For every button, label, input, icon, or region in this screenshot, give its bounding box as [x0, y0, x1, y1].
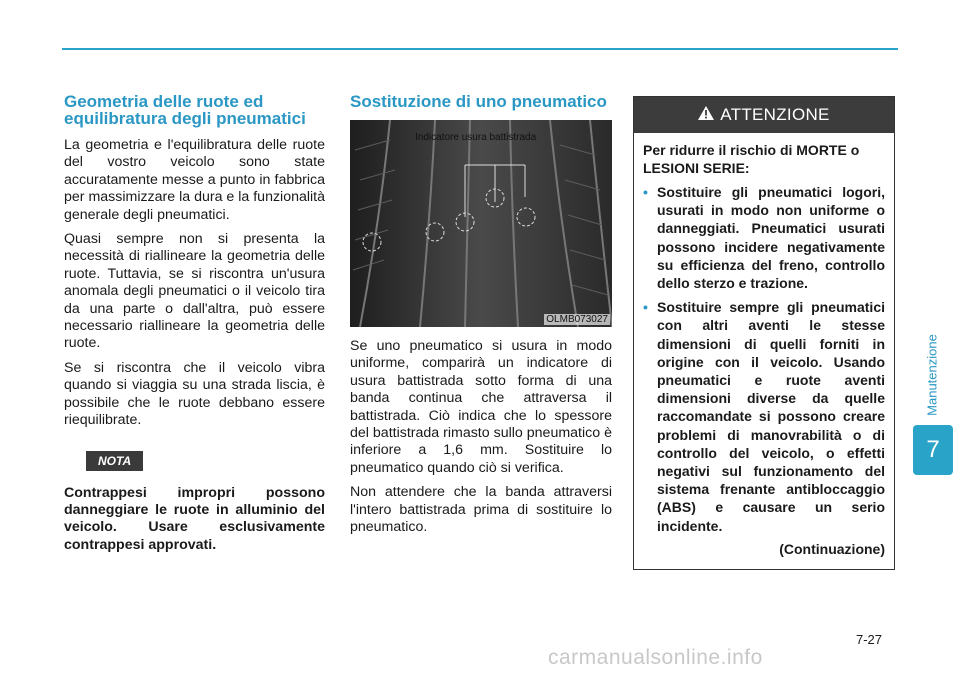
tire-tread-image — [350, 120, 612, 327]
tire-tread-illustration — [350, 120, 612, 327]
bullet-icon: • — [643, 299, 648, 316]
top-rule — [62, 48, 898, 50]
warning-intro: Per ridurre il rischio di MORTE o LESIONI SERIE: — [643, 142, 860, 176]
left-column — [64, 93, 325, 561]
page-number: 7-27 — [856, 632, 883, 647]
section-heading-tire-replacement: Sostituzione di uno pneumatico — [350, 92, 607, 111]
warning-body — [634, 133, 894, 557]
tire-image-label: Indicatore usura battistrada — [415, 132, 537, 143]
warning-item-text: Sostituire sempre gli pneumatici con altri aventi le stesse dimensioni di quelli forniti in origine con il veicolo. Usando pneumatici e ruote aventi dimensioni diverse da quelle raccomandate si possono creare problemi di manovrabilità o di controllo del veicolo, o effetti negativi sul funzionamento del sistema frenante antibloccaggio (ABS) e causare un serio incidente. — [657, 299, 885, 534]
middle-column — [350, 93, 612, 543]
warning-item — [643, 298, 885, 535]
watermark: carmanualsonline.info — [548, 646, 763, 669]
paragraph: Quasi sempre non si presenta la necessità di riallineare la geometria delle ruote. Tuttavia, se si riscontra un'usura anomala degli pneumatici o il veicolo tira da una parte o dall'altra, può essere necessario riallineare la geometria delle ruote. — [64, 231, 325, 352]
warning-item-text: Sostituire gli pneumatici logori, usurati in modo non uniforme o danneggiati. Pneumatici usurati possono incidere negativamente su efficienza del freno, controllo dello sterzo e trazione. — [657, 184, 885, 292]
paragraph: Non attendere che la banda attraversi l'intero battistrada prima di sostituire lo pneumatico. — [350, 484, 612, 536]
warning-item — [643, 183, 885, 292]
paragraph: Se si riscontra che il veicolo vibra quando si viaggia su una strada liscia, è possibile che le ruote debbano essere riequilibrate. — [64, 359, 325, 429]
nota-badge: NOTA — [86, 451, 143, 471]
nota-text: Contrappesi impropri possono danneggiare le ruote in alluminio del veicolo. Usare esclusivamente contrappesi approvati. — [64, 484, 325, 553]
warning-icon — [698, 105, 714, 125]
warning-box — [633, 96, 895, 570]
warning-header — [634, 97, 894, 133]
bullet-icon: • — [643, 184, 648, 200]
section-side-label-text: Manutenzione — [924, 334, 940, 416]
section-side-label — [922, 330, 942, 420]
paragraph: Se uno pneumatico si usura in modo uniforme, comparirà un indicatore di usura battistrada sotto forma di una banda continua che attraversa il battistrada. Ciò indica che lo spessore del battistrada rimasto sullo pneumatico è inferiore a 1,6 mm. Sostituire lo pneumatico quando ciò si verifica. — [350, 338, 612, 476]
warning-continuation: (Continuazione) — [779, 540, 885, 557]
tire-image-code: OLMB073027 — [546, 314, 608, 325]
chapter-tab: 7 — [913, 425, 953, 475]
warning-title: ATTENZIONE — [720, 105, 830, 124]
paragraph: La geometria e l'equilibratura delle ruote del vostro veicolo sono state accuratamente messe a punto in fabbrica per massimizzare la dura e la funzionalità generale degli pneumatici. — [64, 137, 326, 223]
section-heading-wheel-alignment: Geometria delle ruote ed equilibratura degli pneumatici — [64, 92, 306, 128]
